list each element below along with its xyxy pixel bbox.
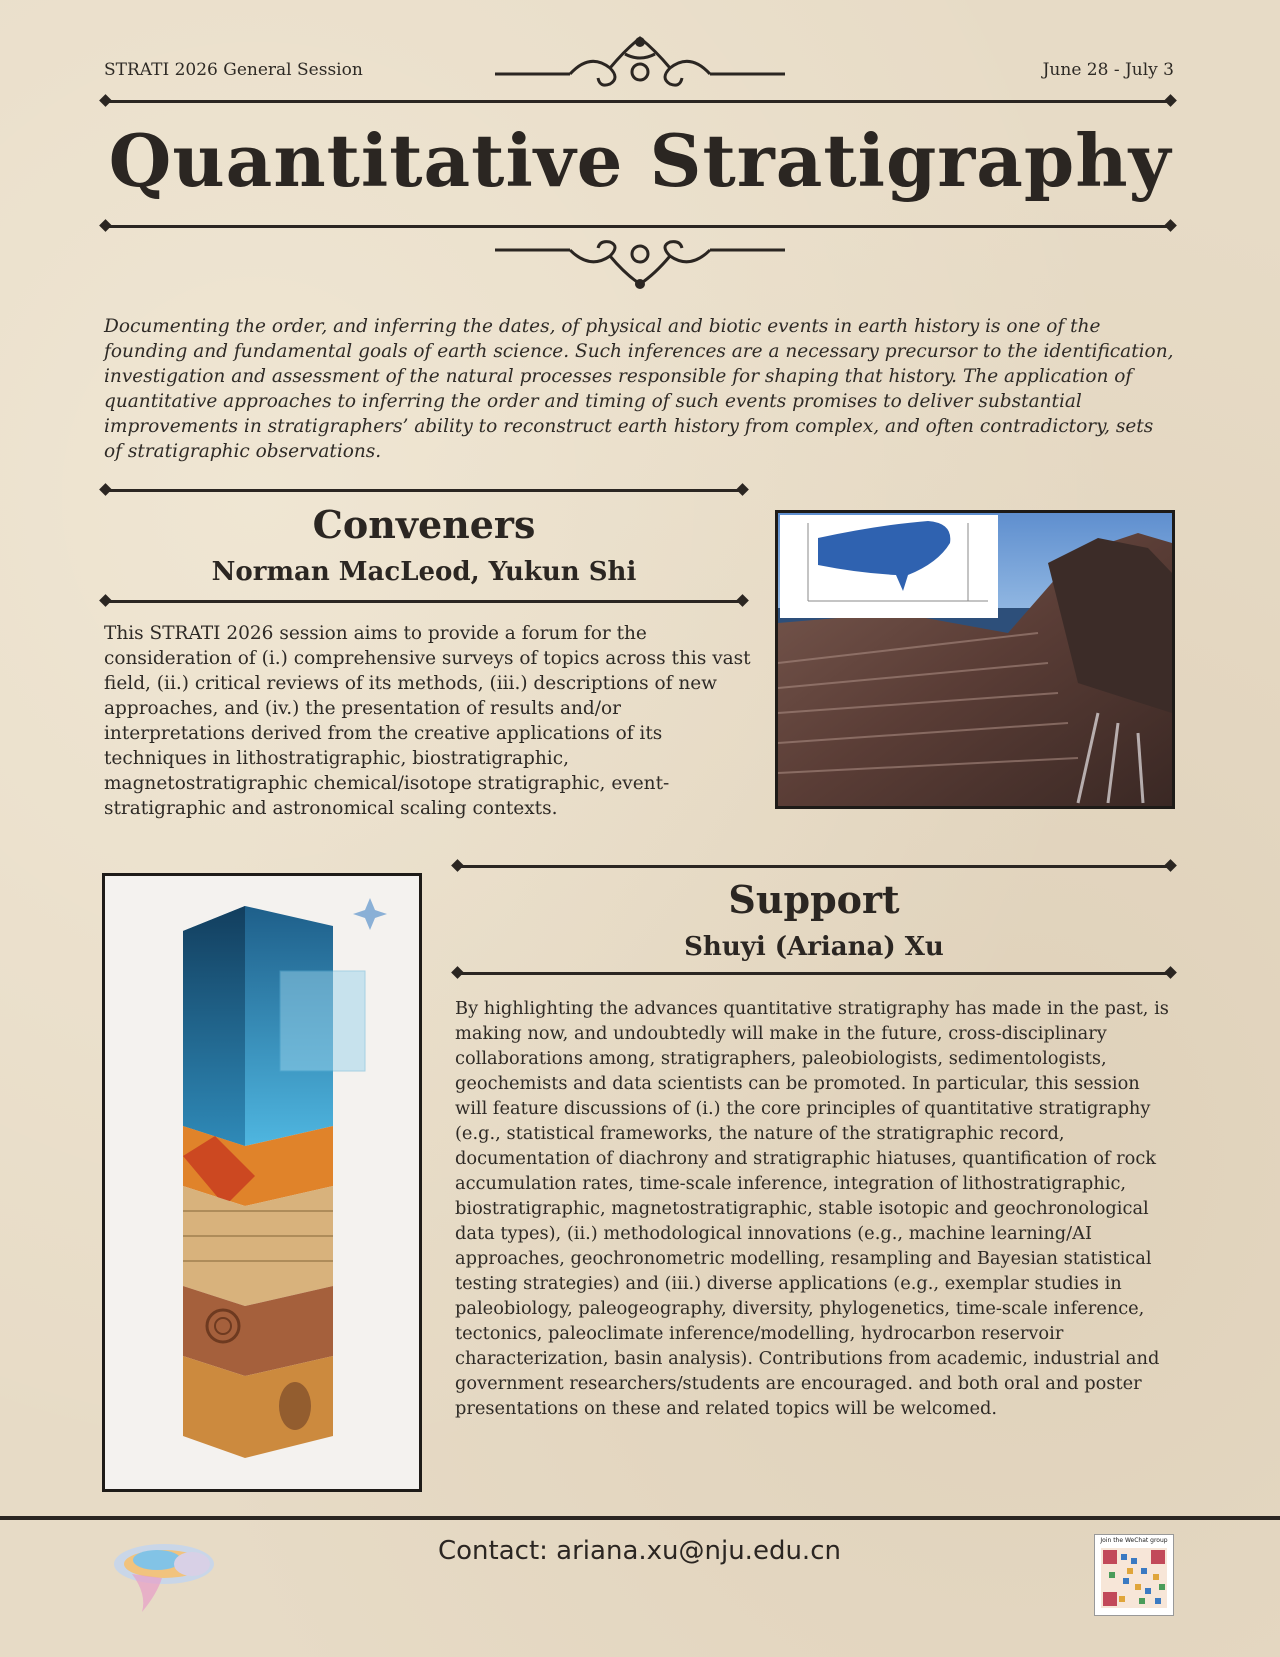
footer-rule: [0, 1516, 1280, 1520]
title-rule: [105, 225, 1171, 228]
stratigraphy-column-illustration: [102, 873, 422, 1492]
intro-paragraph: Documenting the order, and inferring the dates, of physical and biotic events in earth history is one of the founding and fundamental goals of earth science. Such inferences are a necessary precursor to the identification, investigation and assessment of the natural processes responsible for shaping that history. The application of quantitative approaches to inferring the order and timing of such events promises to deliver substantial improvements in stratigraphers’ ability to reconstruct earth history from complex, and often contradictory, sets of stratigraphic observations.: [104, 316, 1174, 462]
outcrop-photo-image: [778, 513, 1172, 806]
top-ornament-icon: [490, 32, 790, 92]
support-bottom-rule: [457, 972, 1171, 975]
top-rule: [105, 100, 1171, 103]
page-title: Quantitative Stratigraphy: [108, 118, 1172, 203]
contact-email[interactable]: Contact: ariana.xu@nju.edu.cn: [438, 1536, 841, 1566]
title-ornament-icon: [490, 238, 790, 294]
support-heading: Support: [728, 877, 900, 922]
conveners-names: Norman MacLeod, Yukun Shi: [211, 557, 637, 587]
wechat-qr-code[interactable]: [1094, 1534, 1174, 1616]
conveners-heading: Conveners: [312, 502, 536, 547]
conveners-bottom-rule: [105, 600, 743, 603]
support-name: Shuyi (Ariana) Xu: [684, 932, 944, 962]
stratigraphy-column-image: [105, 876, 419, 1489]
outcrop-photo: [775, 510, 1175, 809]
qr-code-icon: [1095, 1544, 1173, 1612]
strati-logo-icon: [102, 1534, 217, 1616]
conveners-paragraph: This STRATI 2026 session aims to provide a forum for the consideration of (i.) comprehensive surveys of topics across this vast field, (ii.) critical reviews of its methods, (iii.) descriptions of new approaches, and (iv.) the presentation of results and/or interpretations derived from the creative applications of its techniques in lithostratigraphic, biostratigraphic, magnetostratigraphic chemical/isotope stratigraphic, event-stratigraphic and astronomical scaling contexts.: [104, 623, 751, 819]
session-label: STRATI 2026 General Session: [104, 60, 363, 80]
qr-label: Join the WeChat group: [1100, 1537, 1168, 1544]
session-dates: June 28 - July 3: [1042, 60, 1174, 80]
support-top-rule: [457, 865, 1171, 868]
support-paragraph: By highlighting the advances quantitative stratigraphy has made in the past, is making now, and undoubtedly will make in the future, cross-disciplinary collaborations among, stratigraphers, paleobiologists, sedimentologists, geochemists and data scientists can be promoted. In particular, this session will feature discussions of (i.) the core principles of quantitative stratigraphy (e.g., statistical frameworks, the nature of the stratigraphic record, documentation of diachrony and stratigraphic hiatuses, quantification of rock accumulation rates, time-scale inference, integration of lithostratigraphic, biostratigraphic, magnetostratigraphic, stable isotopic and geochronological data types), (ii.) methodological innovations (e.g., machine learning/AI approaches, geochronometric modelling, resampling and Bayesian statistical testing strategies) and (iii.) diverse applications (e.g., exemplar studies in paleobiology, paleogeography, diversity, phylogenetics, time-scale inference, tectonics, paleoclimate inference/modelling, hydrocarbon reservoir characterization, basin analysis). Contributions from academic, industrial and government researchers/students are encouraged. and both oral and poster presentations on these and related topics will be welcomed.: [455, 998, 1169, 1419]
conveners-top-rule: [105, 489, 743, 492]
